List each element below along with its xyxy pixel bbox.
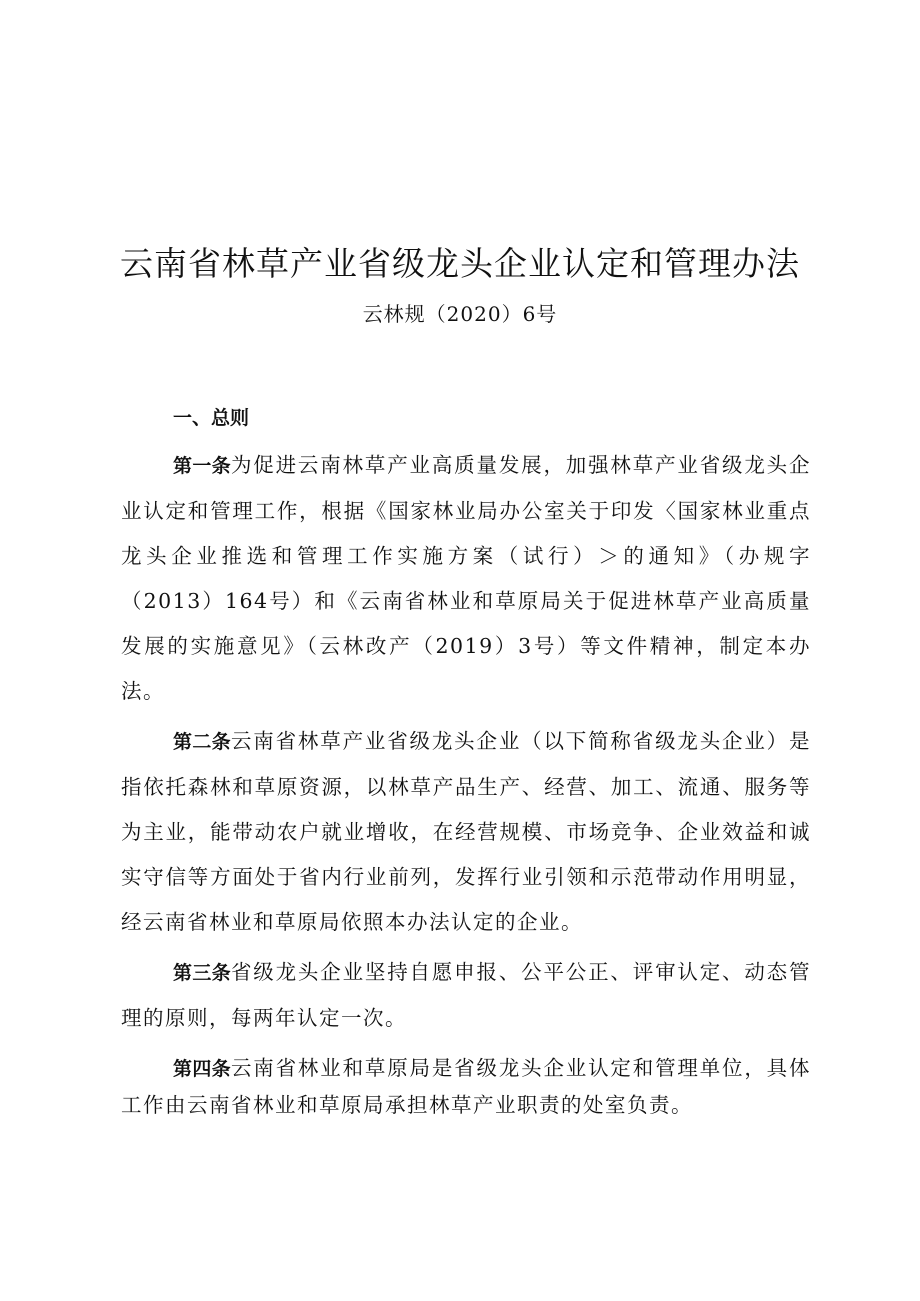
article-label: 第一条 <box>173 455 231 477</box>
article-text: 省级龙头企业坚持自愿申报、公平公正、评审认定、动态管理的原则，每两年认定一次。 <box>121 960 811 1030</box>
article-label: 第三条 <box>173 962 231 984</box>
article-paragraph <box>121 950 811 1041</box>
section-heading: 一、总则 <box>173 407 250 429</box>
article-paragraph <box>121 1050 811 1123</box>
article-text: 云南省林草产业省级龙头企业（以下简称省级龙头企业）是指依托森林和草原资源，以林草产品生产、经营、加工、流通、服务等为主业，能带动农户就业增收，在经营规模、市场竞争、企业效益和诚实守信等方面处于省内行业前列，发挥行业引领和示范带动作用明显，经云南省林业和草原局依照本办法认定的企业。 <box>121 729 811 934</box>
article-label: 第二条 <box>173 731 231 753</box>
article-label: 第四条 <box>173 1058 231 1080</box>
document-title: 云南省林草产业省级龙头企业认定和管理办法 <box>120 244 800 283</box>
article-paragraph <box>121 443 811 714</box>
document-number: 云林规（2020）6号 <box>362 302 558 326</box>
article-text: 为促进云南林草产业高质量发展，加强林草产业省级龙头企业认定和管理工作，根据《国家林业局办公室关于印发〈国家林业重点龙头企业推选和管理工作实施方案（试行）＞的通知》（办规字（2013）164号）和《云南省林业和草原局关于促进林草产业高质量发展的实施意见》（云林改产（2019）3号）等文件精神，制定本办法。 <box>121 453 811 703</box>
article-text: 云南省林业和草原局是省级龙头企业认定和管理单位，具体工作由云南省林业和草原局承担林草产业职责的处室负责。 <box>121 1056 811 1117</box>
article-paragraph <box>121 719 811 945</box>
